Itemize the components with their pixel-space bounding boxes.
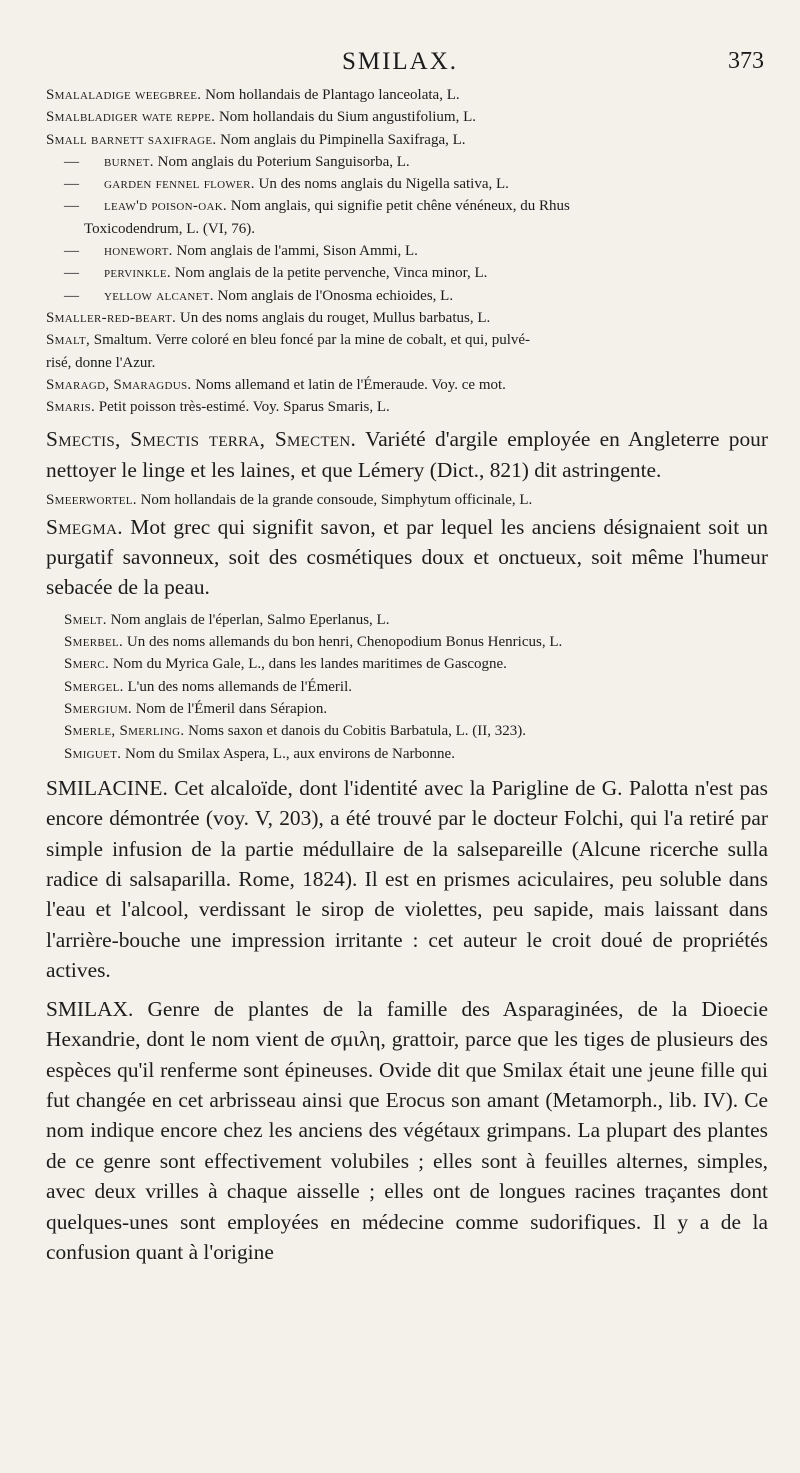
dictionary-entry (46, 106, 768, 128)
dictionary-entry (46, 609, 768, 631)
entry-headword: SMILAX. (46, 996, 134, 1021)
entry-headword: Smaller-red-beart. (46, 309, 177, 326)
entry-definition: Petit poisson très-estimé. Voy. Sparus Smaris, L. (95, 399, 390, 416)
entry-definition: Nom anglais de la petite pervenche, Vinca minor, L. (170, 265, 488, 282)
entry-definition: Smaltum. Verre coloré en bleu foncé par la mine de cobalt, et qui, pulvé- (90, 332, 531, 349)
dictionary-subentry (46, 173, 768, 195)
entry-headword: Smaragd, Smaragdus. (46, 376, 192, 393)
repeat-dash: — (64, 153, 79, 170)
entry-headword: burnet. (104, 153, 154, 170)
dictionary-subentry (46, 262, 768, 284)
spacer (46, 986, 768, 994)
page-number: 373 (728, 48, 764, 74)
dictionary-entry (46, 374, 768, 396)
entry-headword: Smalbladiger wate reppe. (46, 109, 216, 126)
entry-definition: Nom anglais du Pimpinella Saxifraga, L. (216, 131, 466, 148)
dictionary-entry (46, 307, 768, 329)
entry-headword: SMILACINE. (46, 775, 168, 800)
entry-definition: Noms saxon et danois du Cobitis Barbatula, L. (II, 323). (184, 723, 527, 740)
entry-list-small-2 (46, 609, 768, 765)
entry-definition: Nom de l'Émeril dans Sérapion. (131, 700, 328, 717)
dictionary-subentry (46, 195, 768, 217)
entry-headword: honewort. (104, 243, 173, 260)
entry-definition: L'un des noms allemands de l'Émeril. (123, 678, 352, 695)
repeat-dash: — (64, 287, 79, 304)
entry-headword: Smalaladige weegbree. (46, 87, 202, 103)
entry-definition: Nom du Myrica Gale, L., dans les landes maritimes de Gascogne. (109, 656, 507, 673)
entry-headword: leaw'd poison-oak. (104, 198, 227, 215)
entry-definition: Un des noms anglais du Nigella sativa, L. (254, 176, 509, 193)
dictionary-entry (46, 631, 768, 653)
entry-definition: Cet alcaloïde, dont l'identité avec la Parigline de G. Palotta n'est pas encore démontrée (voy. V, 203), a été trouvé par le docteur Folchi, qui l'a retiré par simple infusion de la partie médullaire de la salsepareille (Alcune ricerche sulla radice di salsaparilla. Rome, 1824). Il est en prismes aciculaires, peu soluble dans l'eau et l'alcool, verdissant le sirop de violettes, peu sapide, mais laissant dans l'arrière-bouche une impression irritante : cet auteur le croit doué de propriétés actives. (46, 775, 768, 983)
entry-definition: Nom anglais de l'ammi, Sison Ammi, L. (172, 243, 418, 260)
dictionary-entry (46, 720, 768, 742)
entry-definition: Nom anglais de l'éperlan, Salmo Eperlanus, L. (106, 611, 390, 628)
page-content (46, 84, 768, 1267)
dictionary-entry (46, 653, 768, 675)
entry-headword: Smerc. (64, 656, 110, 673)
entry-headword: garden fennel flower. (104, 176, 255, 193)
dictionary-entry (46, 396, 768, 418)
entry-definition: Nom anglais de l'Onosma echioides, L. (213, 287, 454, 304)
dictionary-entry (46, 129, 768, 151)
entry-continuation: risé, donne l'Azur. (46, 354, 156, 371)
entry-headword: yellow alcanet. (104, 287, 214, 304)
entry-headword: Smelt. (64, 611, 107, 628)
entry-headword: Smergel. (64, 678, 124, 695)
page-header (0, 48, 800, 88)
entry-smectis (46, 424, 768, 485)
entry-smilacine (46, 773, 768, 986)
entry-headword: Smalt, (46, 332, 91, 349)
entry-definition: Un des noms anglais du rouget, Mullus barbatus, L. (176, 309, 491, 326)
entry-headword: Smegma. (46, 514, 123, 539)
entry-headword: Smiguet. (64, 745, 122, 762)
entry-smegma (46, 512, 768, 603)
dictionary-subentry (46, 285, 768, 307)
entry-definition: Nom anglais du Poterium Sanguisorba, L. (153, 153, 410, 170)
dictionary-subentry (46, 151, 768, 173)
entry-definition: Nom du Smilax Aspera, L., aux environs de Narbonne. (121, 745, 455, 762)
dictionary-entry (46, 676, 768, 698)
running-title: SMILAX. (341, 48, 459, 75)
repeat-dash: — (64, 243, 79, 260)
repeat-dash: — (64, 198, 79, 215)
entry-definition: Variété d'argile employée en Angleterre pour nettoyer le linge et les laines, et que Lémery (Dict., 821) dit astringente. (46, 427, 769, 482)
entry-headword: Smerle, Smerling. (64, 723, 185, 740)
entry-definition: Nom hollandais du Sium angustifolium, L. (215, 109, 477, 126)
entry-definition: Nom hollandais de Plantago lanceolata, L. (201, 87, 460, 103)
entry-headword: Smerbel. (64, 634, 124, 651)
entry-list-small-1 (46, 84, 768, 418)
repeat-dash: — (64, 176, 79, 193)
spacer (46, 765, 768, 773)
entry-smeerwortel (46, 489, 768, 511)
entry-definition: Mot grec qui signifit savon, et par lequel les anciens désignaient soit un purgatif savonneux, soit des cosmétiques doux et onctueux, soit même l'humeur sebacée de la peau. (46, 514, 768, 600)
dictionary-entry (46, 743, 768, 765)
entry-definition: Noms allemand et latin de l'Émeraude. Voy. ce mot. (191, 376, 506, 393)
entry-headword: Smectis, Smectis terra, Smecten. (46, 427, 357, 452)
entry-definition: Genre de plantes de la famille des Asparaginées, de la Dioecie Hexandrie, dont le nom vient de σμιλη, grattoir, parce que les tiges de plusieurs des espèces qu'il renferme sont épineuses. Ovide dit que Smilax était une jeune fille qui fut changée en cet arbrisseau ainsi que Erocus son amant (Metamorph., lib. IV). Ce nom indique encore chez les anciens des végétaux grimpans. La plupart des plantes de ce genre sont effectivement volubiles ; elles sont à feuilles alternes, simples, avec deux vrilles à chaque aisselle ; elles ont de longues racines traçantes dont quelques-unes sont employées en médecine comme sudorifiques. Il y a de la confusion quant à l'origine (46, 996, 768, 1264)
entry-headword: Smergium. (64, 700, 132, 717)
entry-definition: Nom anglais, qui signifie petit chêne vénéneux, du Rhus (227, 198, 570, 215)
entry-continuation: Toxicodendrum, L. (VI, 76). (84, 220, 255, 237)
dictionary-subentry (46, 240, 768, 262)
entry-headword: Smeerwortel. (46, 492, 137, 509)
repeat-dash: — (64, 265, 79, 282)
entry-definition: Un des noms allemands du bon henri, Chenopodium Bonus Henricus, L. (123, 634, 563, 651)
entry-definition: Nom hollandais de la grande consoude, Simphytum officinale, L. (136, 492, 533, 509)
dictionary-entry (46, 84, 768, 106)
entry-headword: Smaris. (46, 399, 96, 416)
dictionary-entry (46, 698, 768, 720)
entry-headword: Small barnett saxifrage. (46, 131, 217, 148)
entry-headword: pervinkle. (104, 265, 171, 282)
entry-smilax (46, 994, 768, 1268)
dictionary-entry (46, 329, 768, 351)
